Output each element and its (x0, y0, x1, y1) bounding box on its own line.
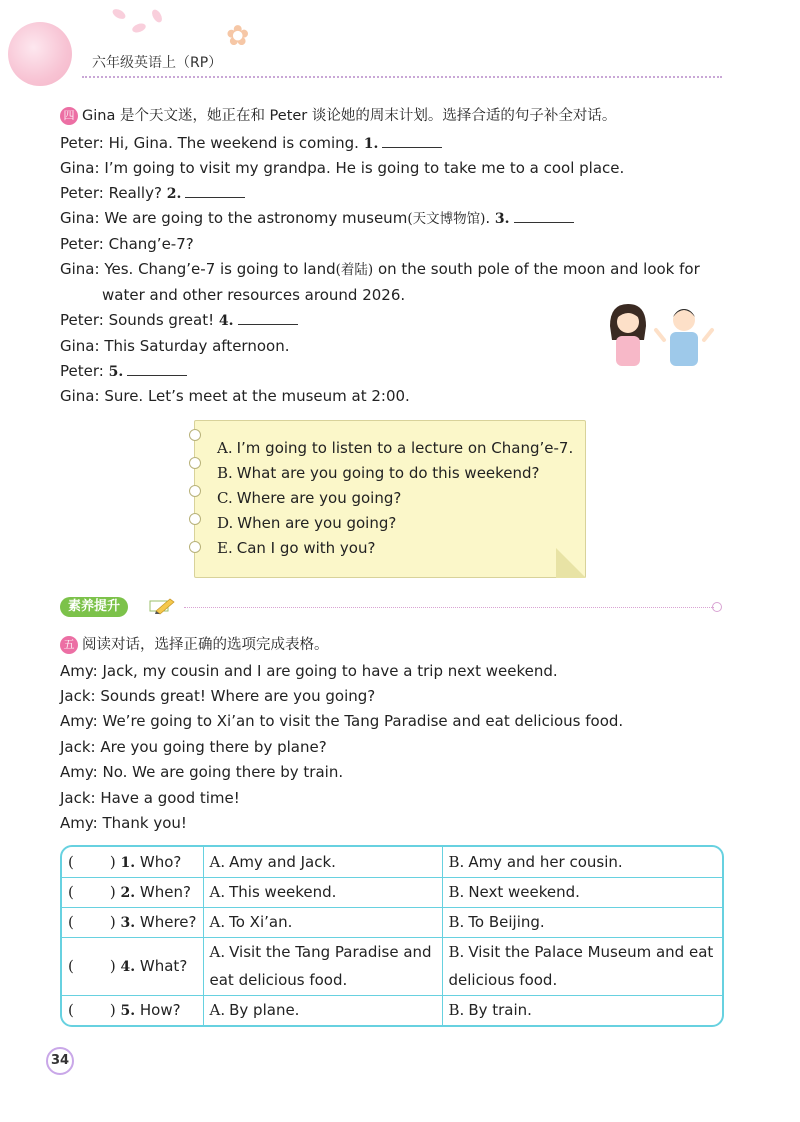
dialogue-line (60, 158, 624, 178)
question-cell (62, 937, 203, 995)
option-e (217, 539, 375, 557)
dialogue-text: Have a good time! (100, 789, 240, 807)
promo-divider (184, 607, 714, 608)
option-key: B. (448, 913, 465, 931)
option-text: What are you going to do this weekend? (236, 464, 540, 482)
dialogue-line (60, 183, 245, 204)
option-key: A. (209, 913, 226, 931)
question-number: 3. (120, 915, 136, 931)
pencil-icon (148, 597, 176, 615)
option-text: Visit the Palace Museum and eat delicious food. (448, 943, 714, 989)
ring-icon (189, 457, 201, 469)
question-number: 5. (120, 1003, 136, 1020)
section-5-instruction: 阅读对话，选择正确的选项完成表格。 (82, 637, 329, 653)
flower-icon: ✿ (226, 19, 250, 52)
dialogue-text: No. We are going there by train. (102, 763, 344, 781)
option-key: B. (448, 883, 465, 901)
answer-paren-close: ) (109, 852, 116, 871)
page-number: 34 (46, 1047, 74, 1075)
table-row (62, 907, 722, 937)
option-text: This weekend. (229, 883, 337, 901)
dialogue-text: Yes. Chang’e-7 is going to land (104, 260, 336, 278)
speaker: Jack: (60, 687, 96, 705)
dialogue-text: Really? (108, 184, 162, 202)
option-text: By plane. (229, 1001, 300, 1020)
speaker: Gina: (60, 159, 100, 177)
ring-icon (189, 541, 201, 553)
header-divider (82, 76, 722, 78)
option-text: By train. (468, 1001, 532, 1020)
dialogue-text: Hi, Gina. The weekend is coming. (108, 134, 359, 152)
answer-blank[interactable] (185, 183, 245, 198)
answer-paren-open: ( (68, 913, 74, 931)
children-illustration (604, 300, 720, 366)
question-text: How? (139, 1001, 181, 1020)
speaker: Jack: (60, 789, 96, 807)
dialogue-text: . (485, 209, 491, 227)
girl-figure (610, 304, 646, 366)
option-b-cell (442, 937, 722, 995)
dialogue-line (60, 361, 187, 382)
answer-paren-close: ) (109, 883, 116, 901)
option-b (217, 464, 540, 482)
speaker: Amy: (60, 662, 98, 680)
promo-label: 素养提升 (60, 597, 128, 617)
answer-blank[interactable] (514, 208, 574, 223)
table-row (62, 937, 722, 995)
header-petal-decoration (8, 22, 72, 86)
option-text: Can I go with you? (236, 539, 376, 557)
blank-number: 2. (166, 186, 182, 202)
speaker: Peter: (60, 134, 104, 152)
dialogue-line (60, 661, 558, 681)
speaker: Gina: (60, 209, 100, 227)
dialogue-line (60, 386, 410, 406)
option-key: B. (448, 943, 465, 961)
petal-decoration (150, 8, 164, 24)
option-text: Next weekend. (468, 883, 580, 901)
dialogue-line (60, 762, 343, 782)
option-a-cell (203, 937, 442, 995)
answer-blank[interactable] (238, 310, 298, 325)
speaker: Peter: (60, 362, 104, 380)
option-key: A. (217, 439, 233, 457)
speaker: Peter: (60, 184, 104, 202)
question-number: 1. (120, 854, 136, 871)
answer-blank[interactable] (382, 133, 442, 148)
dialogue-text: This Saturday afternoon. (104, 337, 290, 355)
option-b-cell (442, 847, 722, 877)
option-key: B. (448, 852, 465, 871)
dialogue-line (60, 788, 240, 808)
option-key: E. (217, 539, 233, 557)
header-title: 六年级英语上（RP） (92, 55, 223, 71)
dialogue-text: Jack, my cousin and I are going to have a trip next weekend. (102, 662, 558, 680)
option-a (217, 439, 573, 457)
speaker: Gina: (60, 337, 100, 355)
ring-icon (189, 485, 201, 497)
boy-figure (656, 309, 712, 366)
section-4-heading (60, 104, 616, 125)
option-text: Visit the Tang Paradise and eat delicious food. (209, 943, 432, 989)
answer-blank[interactable] (127, 361, 187, 376)
dialogue-text: Chang’e-7? (108, 235, 194, 253)
dialogue-text: We’re going to Xi’an to visit the Tang Paradise and eat delicious food. (102, 712, 624, 730)
section-5-heading (60, 633, 329, 654)
speaker: Jack: (60, 738, 96, 756)
dialogue-text: Sounds great! Where are you going? (100, 687, 376, 705)
speaker: Amy: (60, 814, 98, 832)
answer-paren-close: ) (109, 1001, 116, 1020)
answer-paren-open: ( (68, 1001, 74, 1020)
question-text: What? (139, 957, 188, 975)
dialogue-line (60, 711, 623, 731)
chinese-gloss: (着陆) (335, 262, 374, 278)
options-note-card (194, 420, 586, 578)
option-key: A. (209, 943, 226, 961)
dialogue-text: I’m going to visit my grandpa. He is going to take me to a cool place. (104, 159, 625, 177)
option-key: A. (209, 852, 226, 871)
question-number: 4. (120, 959, 136, 975)
speaker: Peter: (60, 235, 104, 253)
dialogue-line (60, 737, 327, 757)
option-c (217, 489, 401, 507)
section-4-badge: 四 (60, 107, 78, 125)
ring-icon (189, 429, 201, 441)
dialogue-text: Are you going there by plane? (100, 738, 327, 756)
option-text: When are you going? (237, 514, 397, 532)
option-b-cell (442, 907, 722, 937)
answer-paren-open: ( (68, 957, 74, 975)
dialogue-line (60, 259, 700, 280)
dialogue-text: Thank you! (102, 814, 187, 832)
dialogue-text: Sounds great! (108, 311, 215, 329)
section-4-instruction: Gina 是个天文迷，她正在和 Peter 谈论她的周末计划。选择合适的句子补全对话。 (82, 108, 617, 124)
option-d (217, 514, 396, 532)
option-key: B. (448, 1001, 465, 1020)
option-key: A. (209, 883, 226, 901)
option-b-cell (442, 877, 722, 907)
dialogue-continuation: water and other resources around 2026. (102, 286, 406, 304)
dialogue-line (60, 336, 289, 356)
option-text: I’m going to listen to a lecture on Chang’e-7. (236, 439, 574, 457)
speaker: Peter: (60, 311, 104, 329)
answer-paren-close: ) (109, 913, 116, 931)
blank-number: 5. (108, 364, 124, 380)
option-a-cell (203, 877, 442, 907)
answer-paren-open: ( (68, 883, 74, 901)
option-b-cell (442, 995, 722, 1025)
dialogue-line (60, 208, 574, 229)
option-text: Amy and Jack. (229, 852, 336, 871)
option-key: A. (209, 1001, 226, 1020)
section-5-badge: 五 (60, 636, 78, 654)
table-row (62, 877, 722, 907)
question-cell (62, 907, 203, 937)
dialogue-text: We are going to the astronomy museum (104, 209, 408, 227)
page-curl-icon (556, 548, 586, 578)
blank-number: 3. (494, 211, 510, 227)
speaker: Gina: (60, 387, 100, 405)
dialogue-text: on the south pole of the moon and look for (373, 260, 700, 278)
speaker: Amy: (60, 763, 98, 781)
ring-icon (189, 513, 201, 525)
speaker: Gina: (60, 260, 100, 278)
dialogue-line (60, 133, 442, 154)
option-text: To Xi’an. (229, 913, 293, 931)
dialogue-line (60, 686, 375, 706)
question-cell (62, 877, 203, 907)
answer-table (60, 845, 724, 1027)
option-a-cell (203, 847, 442, 877)
option-text: Amy and her cousin. (468, 852, 623, 871)
option-text: Where are you going? (236, 489, 402, 507)
dialogue-line (60, 310, 298, 331)
option-a-cell (203, 995, 442, 1025)
chinese-gloss: (天文博物馆) (407, 211, 486, 227)
question-cell (62, 995, 203, 1025)
blank-number: 4. (218, 313, 234, 329)
table-row (62, 847, 722, 877)
table-row (62, 995, 722, 1025)
speaker: Amy: (60, 712, 98, 730)
option-key: C. (217, 489, 233, 507)
answer-paren-open: ( (68, 852, 74, 871)
blank-number: 1. (363, 136, 379, 152)
question-text: Who? (139, 852, 182, 871)
dialogue-line (60, 234, 194, 254)
question-number: 2. (120, 885, 136, 901)
answer-paren-close: ) (109, 957, 116, 975)
petal-decoration (131, 22, 147, 34)
question-cell (62, 847, 203, 877)
option-key: D. (217, 514, 234, 532)
dialogue-line (60, 813, 187, 833)
option-a-cell (203, 907, 442, 937)
petal-decoration (111, 7, 127, 21)
question-text: When? (139, 883, 191, 901)
divider-end-icon (712, 602, 722, 612)
option-text: To Beijing. (468, 913, 545, 931)
dialogue-text: Sure. Let’s meet at the museum at 2:00. (104, 387, 410, 405)
question-text: Where? (139, 913, 197, 931)
option-key: B. (217, 464, 233, 482)
